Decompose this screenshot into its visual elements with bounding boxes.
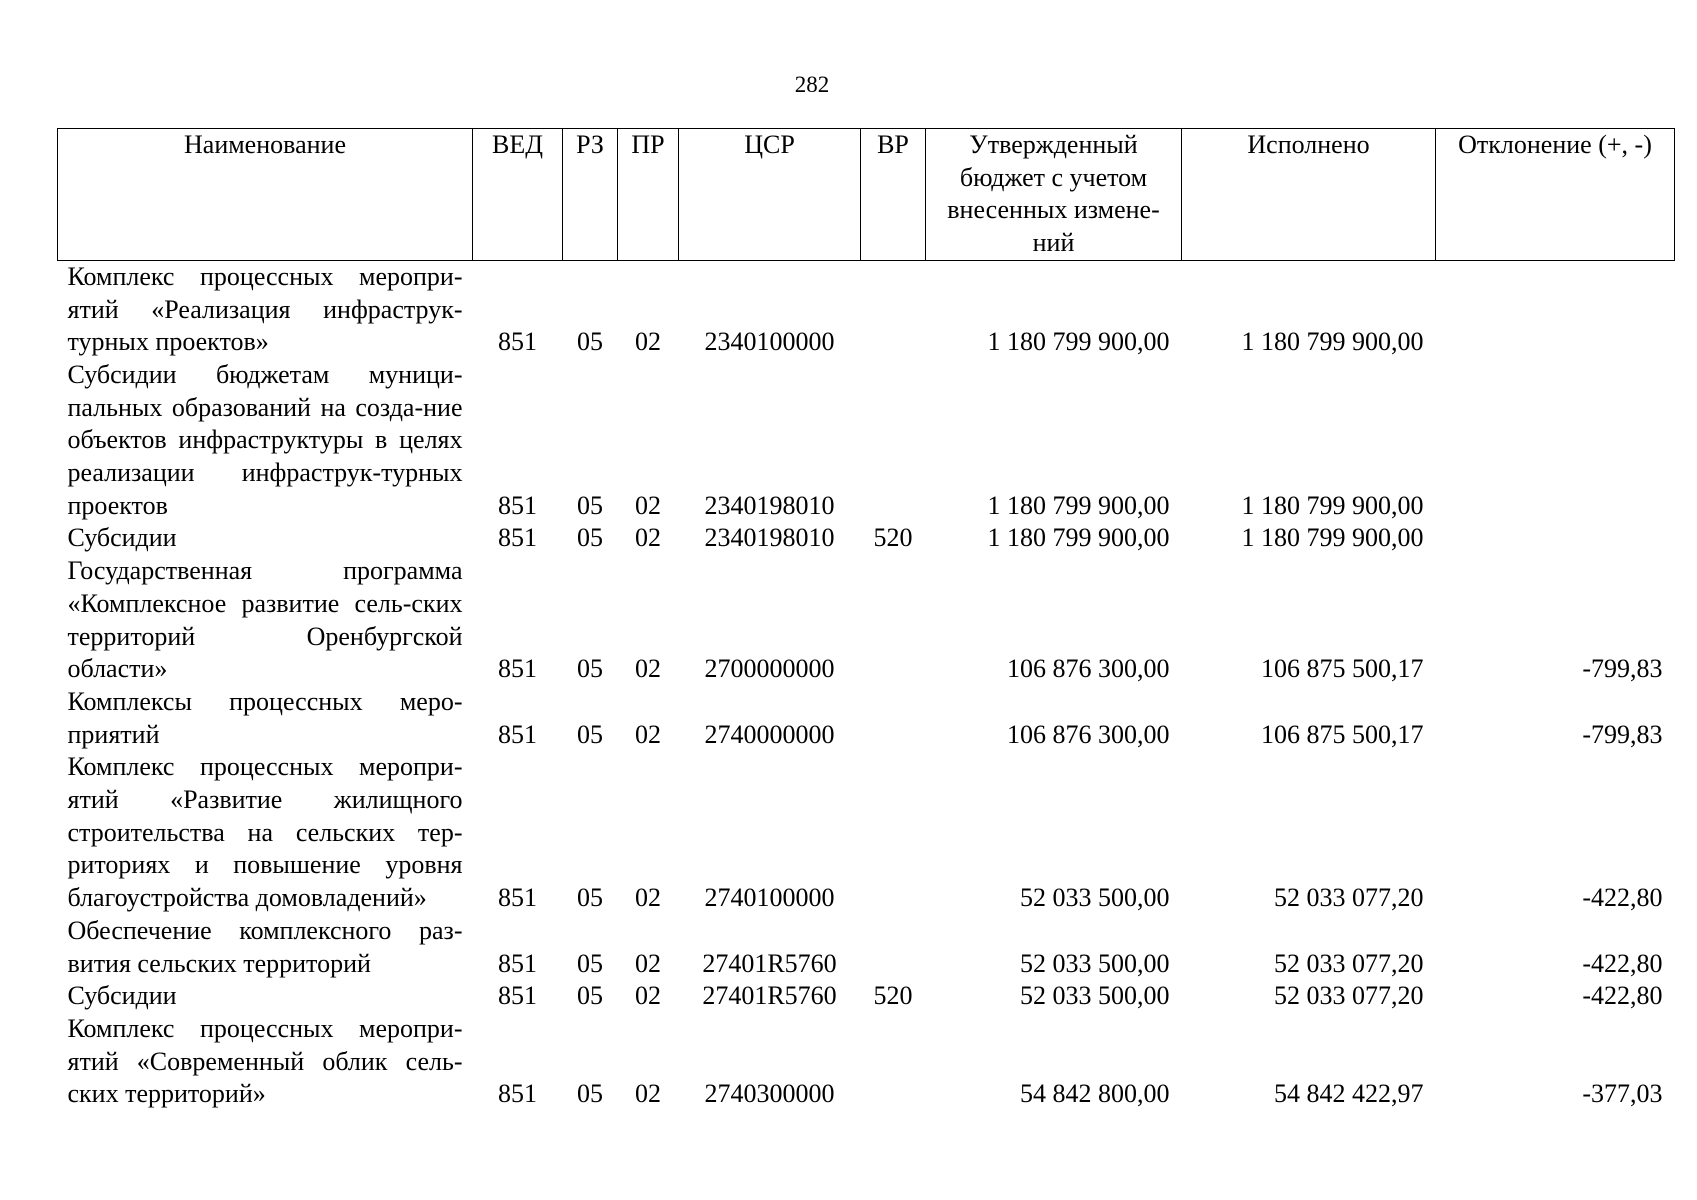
row-pr: 02	[635, 654, 661, 684]
row-vr	[861, 555, 926, 686]
row-ved: 851	[498, 490, 537, 520]
row-pr: 02	[635, 883, 661, 913]
row-pr: 02	[635, 1079, 661, 1109]
row-executed: 52 033 077,20	[1274, 948, 1424, 978]
table-header	[58, 129, 1675, 261]
row-approved: 52 033 500,00	[1020, 883, 1170, 913]
row-rz: 05	[577, 327, 603, 357]
budget-execution-table	[57, 128, 1675, 1111]
row-approved: 1 180 799 900,00	[987, 490, 1170, 520]
header-ved: ВЕД	[473, 129, 563, 261]
row-deviation: -377,03	[1582, 1079, 1663, 1109]
row-vr	[861, 359, 926, 523]
row-rz: 05	[577, 719, 603, 749]
header-rz: РЗ	[563, 129, 618, 261]
row-ved: 851	[498, 523, 537, 553]
row-csr: 27401R5760	[702, 948, 837, 978]
row-rz: 05	[577, 981, 603, 1011]
row-approved: 52 033 500,00	[1020, 948, 1170, 978]
row-ved: 851	[498, 981, 537, 1011]
row-deviation	[1436, 522, 1675, 555]
table-row	[58, 359, 1675, 523]
header-approved-budget: Утвержденный бюджет с учетом внесенных измене-ний	[926, 129, 1182, 261]
table-row	[58, 260, 1675, 359]
row-vr	[861, 1013, 926, 1111]
row-deviation: -422,80	[1582, 883, 1663, 913]
row-executed: 1 180 799 900,00	[1241, 523, 1424, 553]
row-ved: 851	[498, 327, 537, 357]
row-rz: 05	[577, 490, 603, 520]
row-executed: 1 180 799 900,00	[1241, 327, 1424, 357]
table-row	[58, 1013, 1675, 1111]
row-pr: 02	[635, 719, 661, 749]
row-rz: 05	[577, 654, 603, 684]
header-deviation: Отклонение (+, -)	[1436, 129, 1675, 261]
row-csr: 2740300000	[704, 1079, 835, 1109]
header-csr: ЦСР	[679, 129, 861, 261]
table-row	[58, 751, 1675, 915]
row-approved: 1 180 799 900,00	[987, 523, 1170, 553]
header-name: Наименование	[58, 129, 473, 261]
page-number: 282	[794, 72, 830, 97]
row-csr: 2740100000	[704, 883, 835, 913]
row-csr: 2340198010	[704, 523, 835, 553]
row-pr: 02	[635, 490, 661, 520]
row-ved: 851	[498, 948, 537, 978]
row-approved: 1 180 799 900,00	[987, 327, 1170, 357]
row-csr: 2740000000	[704, 719, 835, 749]
row-executed: 54 842 422,97	[1274, 1079, 1424, 1109]
row-vr: 520	[873, 981, 913, 1011]
row-pr: 02	[635, 523, 661, 553]
row-deviation: -799,83	[1582, 719, 1663, 749]
row-approved: 106 876 300,00	[1007, 719, 1170, 749]
header-pr: ПР	[618, 129, 679, 261]
row-executed: 106 875 500,17	[1261, 654, 1424, 684]
table-row	[58, 980, 1675, 1013]
row-approved: 52 033 500,00	[1020, 981, 1170, 1011]
header-row	[58, 129, 1675, 261]
table-row	[58, 915, 1675, 980]
row-vr	[861, 260, 926, 359]
row-approved: 106 876 300,00	[1007, 654, 1170, 684]
row-deviation	[1436, 260, 1675, 359]
row-csr: 2340198010	[704, 490, 835, 520]
row-name: Комплекс процессных меропри-ятий «Реализация инфраструк-турных проектов»	[67, 261, 463, 357]
row-vr	[861, 751, 926, 915]
row-executed: 52 033 077,20	[1274, 981, 1424, 1011]
row-csr: 2340100000	[704, 327, 835, 357]
row-deviation: -422,80	[1582, 948, 1663, 978]
row-csr: 27401R5760	[702, 981, 837, 1011]
header-vr: ВР	[861, 129, 926, 261]
row-rz: 05	[577, 883, 603, 913]
row-name: Субсидии бюджетам муници-пальных образований на созда-ние объектов инфраструктуры в целях реализации инфраструк-турных проектов	[67, 359, 463, 520]
row-pr: 02	[635, 948, 661, 978]
row-vr	[861, 686, 926, 751]
row-executed: 1 180 799 900,00	[1241, 490, 1424, 520]
row-rz: 05	[577, 1079, 603, 1109]
row-executed: 52 033 077,20	[1274, 883, 1424, 913]
row-ved: 851	[498, 883, 537, 913]
table-body	[58, 260, 1675, 1111]
header-executed: Исполнено	[1182, 129, 1436, 261]
table-row	[58, 686, 1675, 751]
row-name: Субсидии	[67, 523, 177, 553]
row-executed: 106 875 500,17	[1261, 719, 1424, 749]
table-row	[58, 555, 1675, 686]
row-vr	[861, 915, 926, 980]
row-approved: 54 842 800,00	[1020, 1079, 1170, 1109]
row-name: Комплекс процессных меропри-ятий «Современный облик сель-ских территорий»	[67, 1013, 463, 1109]
row-deviation: -422,80	[1582, 981, 1663, 1011]
row-name: Государственная программа «Комплексное развитие сель-ских территорий Оренбургской области»	[67, 556, 463, 684]
row-ved: 851	[498, 719, 537, 749]
row-ved: 851	[498, 654, 537, 684]
row-name: Комплексы процессных меро-приятий	[67, 686, 463, 749]
row-name: Обеспечение комплексного раз-вития сельских территорий	[67, 915, 463, 978]
table-row	[58, 522, 1675, 555]
row-vr: 520	[873, 523, 913, 553]
row-deviation	[1436, 359, 1675, 523]
row-name: Комплекс процессных меропри-ятий «Развитие жилищного строительства на сельских тер-риториях и повышение уровня благоустройства домовладений»	[67, 752, 463, 913]
row-rz: 05	[577, 948, 603, 978]
row-csr: 2700000000	[704, 654, 835, 684]
row-ved: 851	[498, 1079, 537, 1109]
row-deviation: -799,83	[1582, 654, 1663, 684]
row-pr: 02	[635, 981, 661, 1011]
row-pr: 02	[635, 327, 661, 357]
row-name: Субсидии	[67, 981, 177, 1011]
row-rz: 05	[577, 523, 603, 553]
